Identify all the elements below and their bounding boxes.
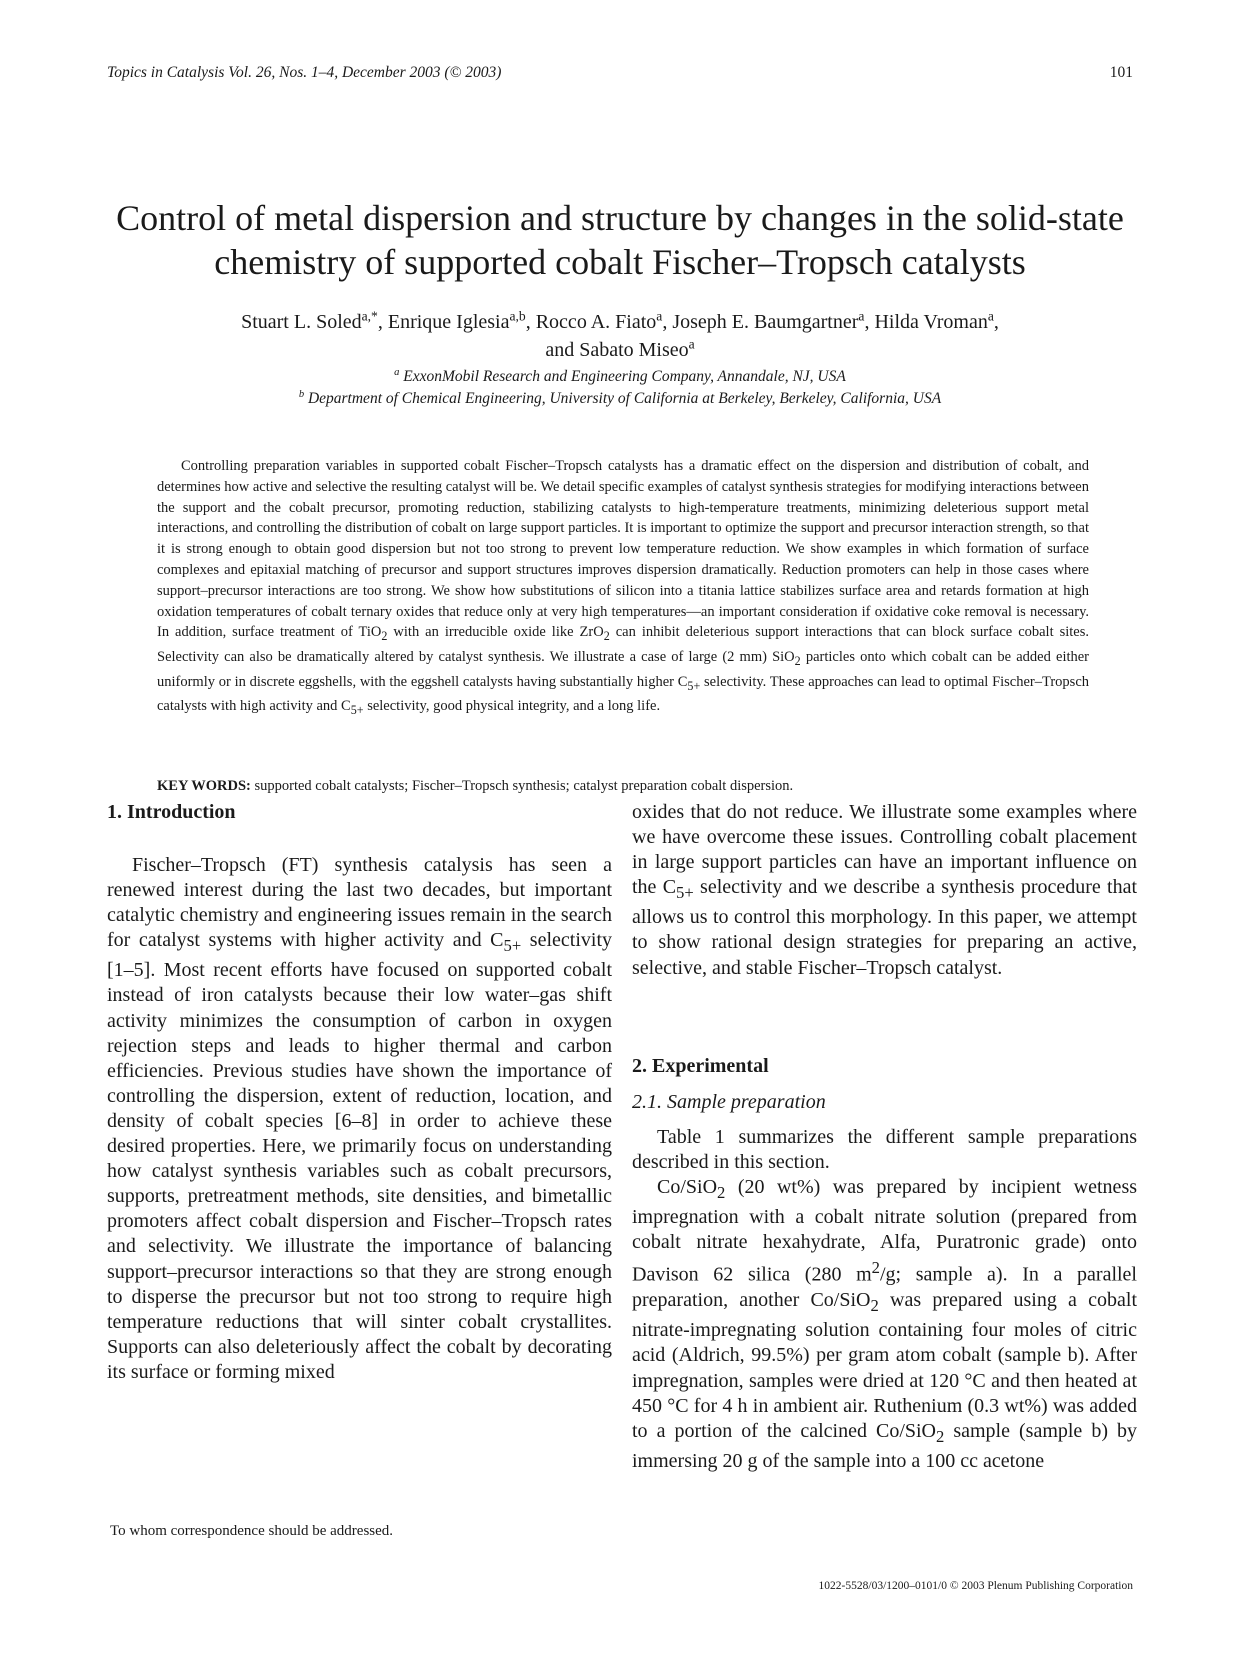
author-conjunction: and xyxy=(545,339,575,361)
author-name: Sabato Miseo xyxy=(579,339,689,361)
author-affil-mark: a xyxy=(688,336,695,352)
keywords xyxy=(157,778,1089,795)
introduction-continued xyxy=(632,800,1137,981)
copyright-line: 1022-5528/03/1200–0101/0 © 2003 Plenum Publishing Corporation xyxy=(818,1580,1133,1592)
affiliations xyxy=(100,366,1140,410)
author-affil-mark: a,b xyxy=(509,308,526,324)
abstract: Controlling preparation variables in supported cobalt Fischer–Tropsch catalysts has a dramatic effect on the dispersion and distribution of cobalt, and determines how active and selective the resulting catalyst will be. We detail specific examples of catalyst synthesis strategies for modifying interactions between the support and the cobalt precursor, promoting reduction, stabilizing catalysts to high-temperature treatments, minimizing deleterious support metal interactions, and controlling the distribution of cobalt on large support particles. It is important to optimize the support and precursor interaction strength, so that it is strong enough to obtain good dispersion but not too strong to prevent low temperature reduction. We show examples in which formation of surface complexes and epitaxial matching of precursor and support structures improves dispersion dramatically. Reduction promoters can help in those cases where support–precursor interactions are too strong. We show how substitutions of silicon into a titania lattice stabilizes surface area and retards formation at high oxidation temperatures of cobalt ternary oxides that reduce only at very high temperatures—an important consideration if oxidative coke removal is necessary. In addition, surface treatment of TiO$_2$ with an irreducible oxide like ZrO$_2$ can inhibit deleterious support interactions that can block surface cobalt sites. Selectivity can also be dramatically altered by catalyst synthesis. We illustrate a case of large (2 mm) SiO$_2$ particles onto which cobalt can be added either uniformly or in discrete eggshells, with the eggshell catalysts having substantially higher $C_{5+}$ selectivity. These approaches can lead to optimal Fischer–Tropsch catalysts with high activity and $C_{5+}$ selectivity, good physical integrity, and a long life. xyxy=(157,458,1090,718)
author-affil-mark: a xyxy=(656,308,663,324)
author-affil-mark: a xyxy=(987,308,994,324)
author-line-2 xyxy=(100,336,1140,364)
paragraph: oxides that do not reduce. We illustrate some examples where we have overcome these issues. Controlling cobalt placement in large support particles can have an important influence on the $C_{5+}$ selectivity and we describe a synthesis procedure that allows us to control this morphology. In this paper, we attempt to show rational design strategies for preparing an active, selective, and stable Fischer–Tropsch catalyst. xyxy=(632,801,1138,979)
affiliation-text: Department of Chemical Engineering, University of California at Berkeley, Berkeley, California, USA xyxy=(307,390,942,407)
author-affil-mark: a xyxy=(858,308,865,324)
introduction-body xyxy=(107,853,612,1385)
author-name: Enrique Iglesia xyxy=(387,311,510,333)
journal-header: Topics in Catalysis Vol. 26, Nos. 1–4, December 2003 (© 2003) xyxy=(107,64,502,81)
footnote: To whom correspondence should be addressed. xyxy=(110,1523,394,1539)
affiliation-mark: a xyxy=(394,366,400,378)
author-name: Hilda Vroman xyxy=(874,311,988,333)
keywords-label: KEY WORDS: xyxy=(157,778,251,794)
author-name: Stuart L. Soled xyxy=(241,311,362,333)
title-line-2: chemistry of supported cobalt Fischer–Tropsch catalysts xyxy=(214,242,1026,282)
affiliation-mark: b xyxy=(298,388,305,400)
paper-title xyxy=(60,196,1180,284)
section-heading-experimental: 2. Experimental xyxy=(632,1055,769,1077)
paragraph: Fischer–Tropsch (FT) synthesis catalysis has seen a renewed interest during the last two decades, but important catalytic chemistry and engineering issues remain in the search for catalyst systems with higher activity and $C_{5+}$ selectivity [1–5]. Most recent efforts have focused on supported cobalt instead of iron catalysts because their low water–gas shift activity minimizes the consumption of carbon in oxygen rejection steps and leads to higher thermal and carbon efficiencies. Previous studies have shown the importance of controlling the dispersion, extent of reduction, location, and density of cobalt species [6–8] in order to achieve these desired properties. Here, we primarily focus on understanding how catalyst synthesis variables such as cobalt precursors, supports, pretreatment methods, site densities, and bimetallic promoters affect cobalt dispersion and Fischer–Tropsch rates and selectivity. We illustrate the importance of balancing support–precursor interactions so that they are strong enough to disperse the precursor but not too strong to require high temperature reductions that will sinter cobalt crystallites. Supports can also deleteriously affect the cobalt by decorating its surface or forming mixed xyxy=(107,854,612,1383)
affiliation-text: ExxonMobil Research and Engineering Company, Annandale, NJ, USA xyxy=(403,368,846,385)
experimental-body xyxy=(632,1125,1137,1474)
author-affil-mark: a,* xyxy=(361,308,378,324)
author-name: Joseph E. Baumgartner xyxy=(672,311,859,333)
author-list xyxy=(100,308,1140,364)
affiliation-b xyxy=(100,388,1140,410)
affiliation-a xyxy=(100,366,1140,388)
subsection-heading-sample-preparation: 2.1. Sample preparation xyxy=(632,1091,826,1113)
paragraph: Table 1 summarizes the different sample preparations described in this section. xyxy=(632,1126,1137,1174)
page-number: 101 xyxy=(1109,64,1133,81)
author-name: Rocco A. Fiato xyxy=(535,311,657,333)
title-line-1: Control of metal dispersion and structure by changes in the solid-state xyxy=(116,198,1124,238)
author-line-1: Stuart L. Soled$^{a,*}$, Enrique Iglesia$^{a,b}$, Rocco A. Fiato$^a$, Joseph E. Baumgartner$^a$, Hilda Vroman$^a$, xyxy=(241,308,999,333)
keywords-text: supported cobalt catalysts; Fischer–Tropsch synthesis; catalyst preparation cobalt dispersion. xyxy=(254,778,794,794)
paragraph: Co/SiO$_2$ (20 wt%) was prepared by incipient wetness impregnation with a cobalt nitrate solution (prepared from cobalt nitrate hexahydrate, Alfa, Puratronic grade) onto Davison 62 silica (280 $m^2/g$; sample a). In a parallel preparation, another Co/SiO$_2$ was prepared using a cobalt nitrate-impregnating solution containing four moles of citric acid (Aldrich, 99.5%) per gram atom cobalt (sample b). After impregnation, samples were dried at 120 °C and then heated at 450 °C for 4 h in ambient air. Ruthenium (0.3 wt%) was added to a portion of the calcined Co/SiO$_2$ sample (sample b) by immersing 20 g of the sample into a 100 cc acetone xyxy=(632,1176,1138,1472)
section-heading-introduction: 1. Introduction xyxy=(107,801,236,823)
